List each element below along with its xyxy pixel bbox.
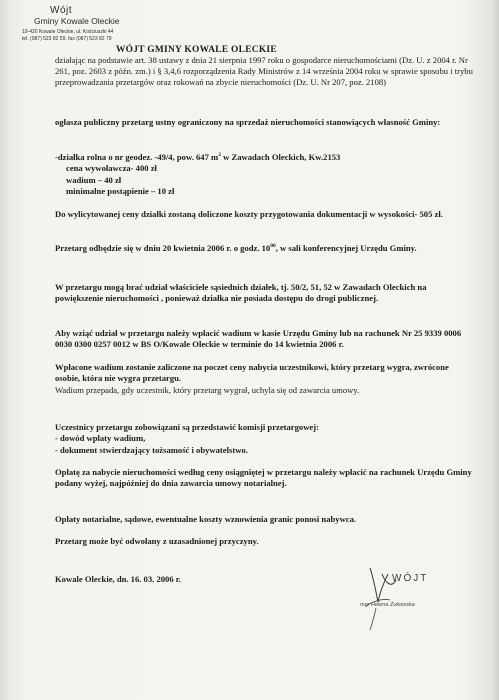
office-stamp [22, 5, 152, 43]
parcel-deposit: wadium – 40 zł [66, 174, 122, 185]
deposit-rules: Wpłacone wadium zostanie zaliczone na poczet ceny nabycia uczestnikowi, który przetarg wygra, zwrócone osobie, która nie wygra przetargu. [55, 362, 449, 384]
auction-date: Przetarg odbędzie się w dniu 20 kwietnia 2006 r. o godz. $10^{00}$, w sali konferencyjnej Urzędu Gminy. [55, 243, 417, 253]
required-docs-title: Uczestnicy przetargu zobowiązani są przedstawić komisji przetargowej: [55, 422, 319, 432]
additional-costs: Do wylicytowanej ceny działki zostaną doliczone koszty przygotowania dokumentacji w wysokości- 505 zł. [55, 209, 443, 219]
payment-info: Opłatę za nabycie nieruchomości według ceny osiągniętej w przetargu należy wpłacić na rachunek Urzędu Gminy podany wyżej, najpóźniej do dnia zawarcia umowy notarialnej. [55, 467, 472, 489]
parcel-min-step: minimalne postąpienie – 10 zł [66, 185, 175, 196]
deposit-forfeit: Wadium przepada, gdy uczestnik, który przetarg wygrał, uchyla się od zawarcia umowy. [55, 385, 360, 395]
signature-name: mgr Helena Żukowska [360, 602, 415, 608]
required-doc-item: - dowód wpłaty wadium, [55, 433, 146, 444]
stamp-address: 19-420 Kowale Oleckie, ul. Kościuszki 44 [22, 29, 114, 35]
stamp-line-2: Gminy Kowale Oleckie [34, 16, 120, 26]
document-title: WÓJT GMINY KOWALE OLECKIE [116, 45, 277, 55]
stamp-line-1: Wójt [50, 5, 72, 16]
cancellation-note: Przetarg może być odwołany z uzasadnionej przyczyny. [55, 536, 259, 546]
signature-title: WÓJT [392, 573, 429, 584]
stamp-phone: tel. (087) 523 82 59, fax (087) 523 82 79 [22, 36, 112, 42]
legal-basis: działając na podstawie art. 38 ustawy z dnia 21 sierpnia 1997 roku o gospodarce nieruchomościami (Dz. U. z 2004 r. Nr 261, poz. 2603 z późn. zm.) i § 3,4,6 rozporządzenia Rady Ministrów z 14 września 2004 roku w sprawie sposobu i trybu przeprowadzania przetargów oraz rokowań na zbycie nieruchomości (Dz. U. Nr 207, poz. 2108) [55, 55, 473, 88]
deposit-info: Aby wziąć udział w przetargu należy wpłacić wadium w kasie Urzędu Gminy lub na rachunek Nr 25 9339 0006 0030 0300 0257 0012 w BS O/Kowale Oleckie w terminie do 14 kwietnia 2006 r. [55, 328, 462, 350]
required-doc-item: - dokument stwierdzający tożsamość i obywatelstwo. [55, 444, 248, 455]
place-and-date: Kowale Oleckie, dn. 16. 03. 2006 r. [55, 574, 181, 584]
parcel-details [55, 152, 475, 197]
parcel-price: cena wywoławcza- 400 zł [66, 163, 157, 174]
required-docs [55, 422, 475, 456]
announcement: ogłasza publiczny przetarg ustny ograniczony na sprzedaż nieruchomości stanowiących własność Gminy: [55, 117, 441, 127]
fees-info: Opłaty notarialne, sądowe, ewentualne koszty wznowienia granic ponosi nabywca. [55, 514, 357, 524]
parcel-line: -działka rolna o nr geodez. -49/4, pow. 647 $m^2$ w Zawadach Oleckich, Kw.2153 [55, 152, 341, 162]
eligible-participants: W przetargu mogą brać udział właściciele sąsiednich działek, tj. 50/2, 51, 52 w Zawadach Oleckich na powiększenie nieruchomości , ponieważ działka nie posiada dostępu do drogi publicznej. [55, 282, 427, 304]
